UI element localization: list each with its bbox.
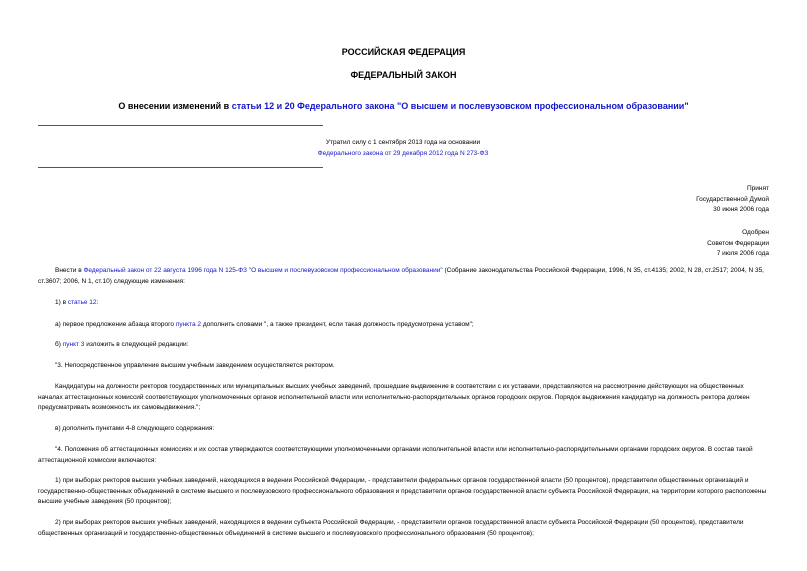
bottom-divider <box>38 167 323 168</box>
point-3-link[interactable]: пункт 3 <box>62 341 85 348</box>
paragraph-subitem-2: 2) при выборах ректоров высших учебных заведений, находящихся в ведении субъекта Российской Федерации, - представители органов государственной власти субъекта Российской Федерации (50 процентов), представители общественных организаций и государственно-общественных объединений в системе высшего и послевузовского профессионального образования (50 процентов); <box>38 519 744 537</box>
paragraph-point-3: "3. Непосредственное управление высшим учебным заведением осуществляется ректором. <box>55 362 335 369</box>
paragraph-text: Внести в <box>55 267 84 274</box>
law-title-link[interactable]: статьи 12 и 20 Федерального закона "О высшем и послевузовском профессиональном образовании" <box>231 101 689 111</box>
amended-law-link[interactable]: Федеральный закон от 22 августа 1996 года N 125-ФЗ "О высшем и послевузовском профессиональном образовании" <box>83 267 443 274</box>
approved-by: Советом Федерации <box>707 239 769 247</box>
header-law-type: ФЕДЕРАЛЬНЫЙ ЗАКОН <box>350 70 457 80</box>
approved-date: 7 июля 2006 года <box>716 250 769 257</box>
paragraph-item-b <box>38 340 769 351</box>
article-12-link[interactable]: статье 12 <box>67 299 97 306</box>
paragraph-point-4: "4. Положения об аттестационных комиссиях и их состав утверждаются соответствующими уполномоченными органами исполнительной власти или исполнительно-распорядительными органами городских округов. В состав такой аттестационной комиссии включаются: <box>38 446 753 464</box>
paragraph-text: б) <box>55 341 63 348</box>
paragraph-text: (Собрание законодательства Российской Федерации, 1996, N 35, ст.4135; 2002, N 28, ст.2517; 2004, N 35, ст.3607; 2006, N 1, ст.10) следующие изменения: <box>38 267 764 285</box>
paragraph-text: а) первое предложение абзаца второго <box>55 321 176 328</box>
header-federation: РОССИЙСКАЯ ФЕДЕРАЦИЯ <box>341 47 466 57</box>
top-divider <box>38 125 323 126</box>
approved-block <box>707 228 769 260</box>
paragraph-text: изложить в следующей редакции: <box>84 341 189 348</box>
point-2-link[interactable]: пункта 2 <box>175 321 202 328</box>
lost-force-law-link[interactable]: Федерального закона от 29 декабря 2012 года N 273-ФЗ <box>317 150 489 157</box>
law-title-prefix: О внесении изменений в <box>118 101 232 111</box>
paragraph-candidates: Кандидатуры на должности ректоров государственных или муниципальных высших учебных заведений, прошедшие выдвижение в соответствии с их уставами, представляются на рассмотрение действующих на общественных началах аттестационных комиссий соответствующих уполномоченных органов исполнительной власти или исполнительно-распорядительных органов городских округов. Порядок выдвижения кандидатур на должность ректора должен предусматривать возможность их самовыдвижения."; <box>38 383 750 411</box>
adopted-by: Государственной Думой <box>696 195 769 203</box>
adopted-date: 30 июня 2006 года <box>713 206 769 213</box>
paragraph-intro <box>38 266 769 287</box>
lost-force-note: Утратил силу с 1 сентября 2013 года на основании <box>325 139 481 146</box>
paragraph-text: дополнить словами ", а также президент, если такая должность предусмотрена уставом"; <box>201 321 474 328</box>
adopted-label: Принят <box>746 185 769 192</box>
paragraph-item-1 <box>38 298 769 309</box>
paragraph-item-a <box>38 320 769 331</box>
paragraph-text: 1) в <box>55 299 68 306</box>
law-title <box>38 101 769 111</box>
paragraph-subitem-1: 1) при выборах ректоров высших учебных заведений, находящихся в ведении Российской Федерации, - представители федеральных органов государственной власти (50 процентов), представители общественных организаций и государственно-общественных объединений в системе высшего и послевузовского профессионального образования и представители органов государственной власти субъекта Российской Федерации, на территории которого расположены высшие учебные заведения (50 процентов); <box>38 477 767 505</box>
approved-label: Одобрен <box>742 229 769 236</box>
paragraph-item-c: в) дополнить пунктами 4-8 следующего содержания: <box>55 425 215 432</box>
adopted-block <box>696 184 769 216</box>
paragraph-text: : <box>96 299 99 306</box>
